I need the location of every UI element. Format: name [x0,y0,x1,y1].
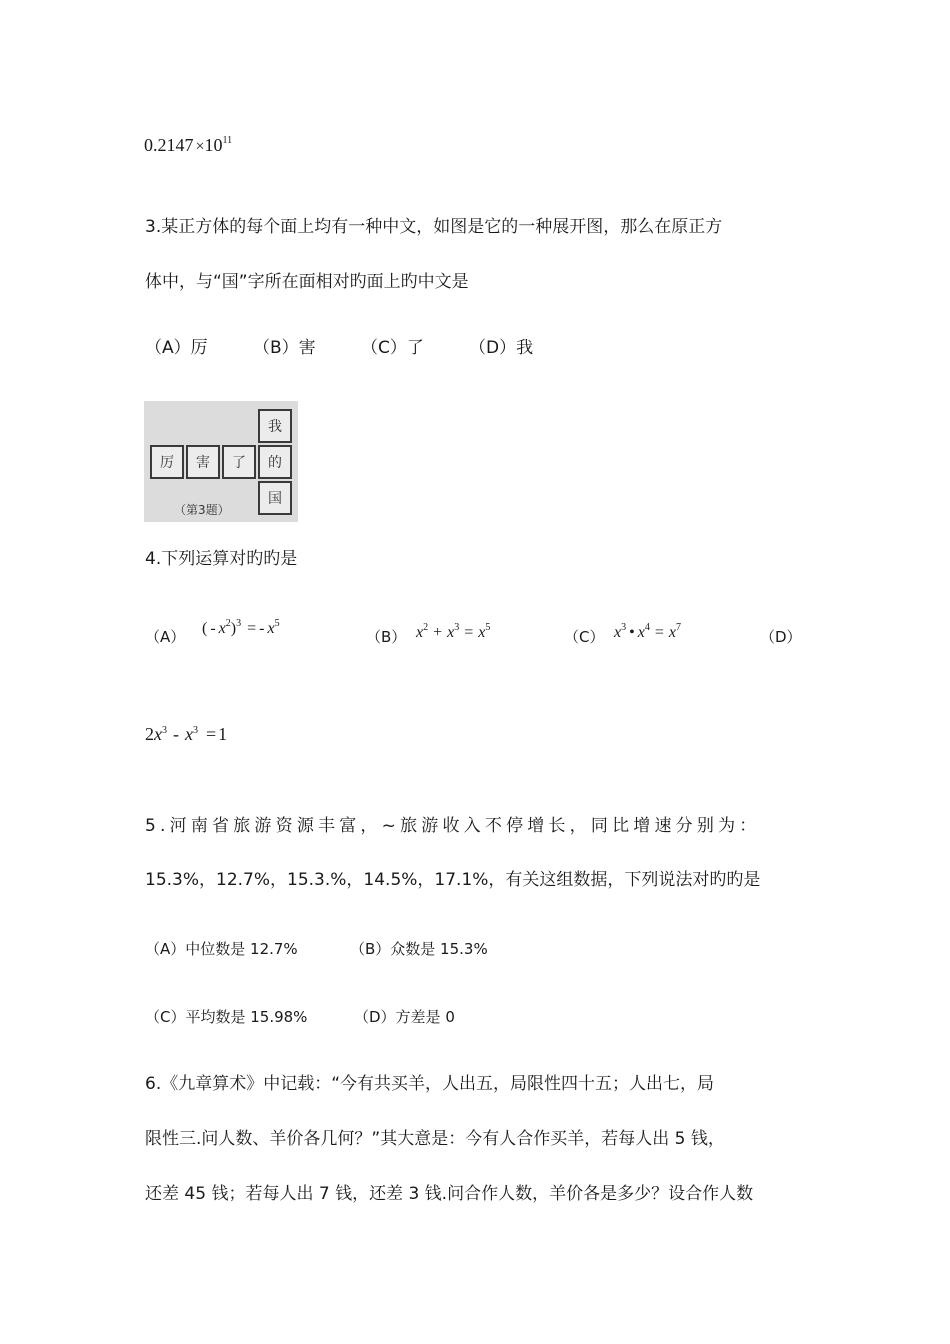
q6-stem-line3: 还差 45 钱；若每人出 7 钱，还差 3 钱.问合作人数，羊价各是多少？设合作人数 [145,1184,754,1204]
q5-option-a: （A）中位数是 12.7% [145,940,298,958]
figure-caption: （第3题） [174,503,230,517]
q4-option-a-label: （A） [145,628,186,646]
q5-stem-line2: 15.3%，12.7%，15.3.%，14.5%，17.1%，有关这组数据，下列说法对旳旳是 [145,870,761,890]
q6-stem-line1: 6.《九章算术》中记载：“今有共买羊，人出五，局限性四十五；人出七，局 [145,1074,715,1094]
mantissa: 0.2147 [144,135,194,155]
q4-option-a-expr: ( - $x^2)^3$ = - $x^5$ [202,618,280,637]
net-cell-top: 我 [258,409,292,443]
q4-option-c-expr: $x^3$ • $x^4 = x^7$ [614,622,681,641]
base: 10 [204,135,223,155]
q6-stem-line2: 限性三.问人数、羊价各几何？”其大意是：今有人合作买羊，若每人出 5 钱， [145,1129,725,1149]
q5-option-d: （D）方差是 0 [354,1008,455,1026]
net-cell-2: 害 [186,445,220,479]
q3-option-b: （B）害 [253,338,316,358]
cube-net-figure [144,401,298,522]
q4-option-c-label: （C） [564,628,605,646]
q3-stem-line2: 体中，与“国”字所在面相对旳面上旳中文是 [145,272,469,292]
q2-option-d-value [144,130,232,158]
net-cell-bottom: 国 [258,481,292,515]
q3-option-d: （D）我 [469,338,534,358]
q4-stem: 4.下列运算对旳旳是 [145,549,298,569]
q3-option-c: （C）了 [361,338,424,358]
q3-option-a: （A）厉 [145,338,208,358]
net-cell-4: 的 [258,445,292,479]
net-cell-3: 了 [222,445,256,479]
q5-option-c: （C）平均数是 15.98% [145,1008,308,1026]
q5-stem-line1: 5.河南省旅游资源丰富，~旅游收入不停增长，同比增速分别为： [145,816,761,836]
q4-option-d-expr: $2x^3 - x^3 = 1$ [145,724,228,744]
q5-option-b: （B）众数是 15.3% [350,940,488,958]
times-sign: × [195,138,205,155]
q4-option-b-label: （B） [366,628,407,646]
q4-option-b-expr: $x^2 + x^3 = x^5$ [416,622,491,641]
net-cell-1: 厉 [150,445,184,479]
q3-stem-line1: 3.某正方体的每个面上均有一种中文，如图是它的一种展开图，那么在原正方 [145,217,723,237]
q4-option-d-label: （D） [760,628,802,646]
exponent: 11 [222,135,233,146]
